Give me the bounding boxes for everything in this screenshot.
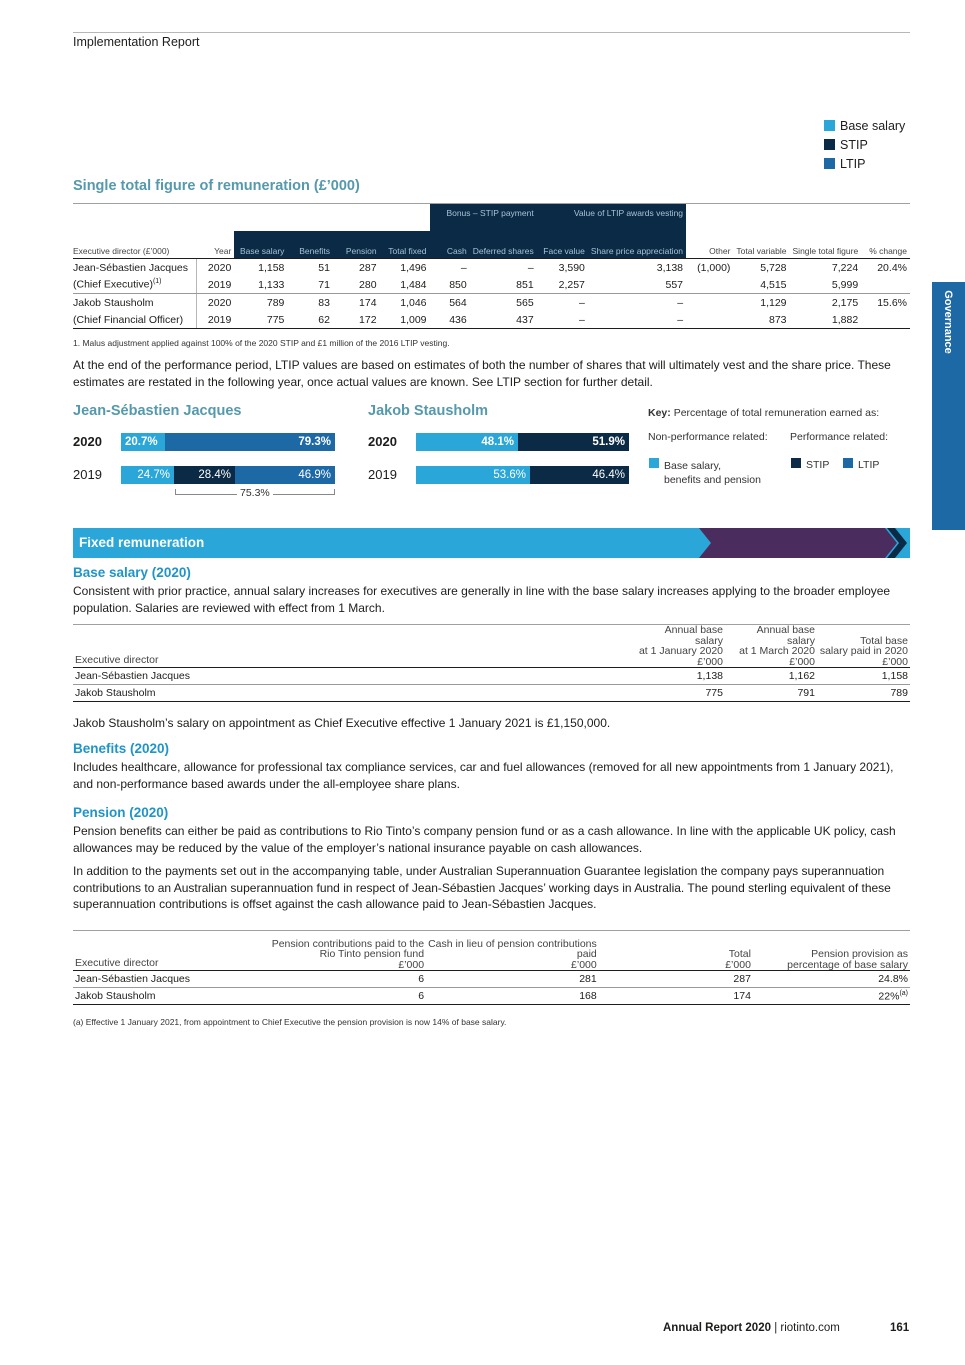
cell-name: Jakob Stausholm	[73, 296, 154, 309]
bar-segment-ltip: 46.9%	[235, 466, 335, 484]
bar-segment-base: 20.7%	[121, 433, 165, 451]
table-header-row	[73, 625, 910, 668]
footer-report: Annual Report 2020 | riotinto.com	[663, 1322, 840, 1334]
col-jan: Annual base salary at 1 January 2020 £’000	[638, 624, 723, 668]
group-header-bonus: Bonus – STIP payment	[430, 204, 537, 231]
pension-text-2: In addition to the payments set out in the accompanying table, under Australian Superannuation Guarantee legislation the company pays superannuation contributions to an Australian superannuation fund in respect of Jean-Sébastien Jacques’ working days in Australia. The pound sterling equivalent of these superannuation contributions is offset against the cash allowance paid to Jean-Sébastien Jacques.	[73, 864, 891, 911]
key-swatch-base	[649, 458, 659, 468]
cell-role: (Chief Executive)$^{(1)}$	[73, 276, 196, 294]
bar-segment-base: 53.6%	[416, 466, 530, 484]
table-row: Jakob Stausholm 775 791 789	[73, 685, 910, 702]
bar-stausholm-2019	[416, 466, 629, 484]
bar-year-label: 2019	[73, 467, 102, 482]
bar-year-label: 2019	[368, 467, 397, 482]
col-director: Executive director	[75, 956, 159, 969]
legend-swatch-stip	[824, 139, 835, 150]
ltip-paragraph: At the end of the performance period, LTIP values are based on estimates of both the number of shares that will ultimately vest and the share price. These estimates are restated in the following year, once actual values are known. See LTIP section for further detail.	[73, 358, 891, 389]
table-row: Jakob Stausholm 6 168 174 22%$^{(a)}$	[73, 988, 910, 1005]
table-row: (Chief Financial Officer) 2019 775 62 172 1,009 436 437 – – 873 1,882	[73, 311, 910, 329]
table-header-row	[73, 231, 910, 259]
base-salary-title: Base salary (2020)	[73, 565, 191, 580]
key-heading: Key: Percentage of total remuneration earned as:	[648, 407, 880, 419]
chart-title-jacques: Jean-Sébastien Jacques	[73, 403, 242, 419]
benefits-text: Includes healthcare, allowance for professional tax compliance services, car and fuel allowances (removed for all new appointments from 1 January 2021), and non-performance based awards under the all-employee share plans.	[73, 760, 894, 791]
legend-label-stip: STIP	[840, 137, 868, 152]
legend-swatch-ltip	[824, 158, 835, 169]
col-benefits: Benefits	[287, 231, 333, 259]
benefits-title: Benefits (2020)	[73, 741, 170, 756]
col-deferred: Deferred shares	[470, 231, 537, 259]
bar-year-label: 2020	[73, 434, 102, 449]
table-header-group-row	[73, 204, 910, 231]
pension-title: Pension (2020)	[73, 805, 169, 820]
base-salary-table	[73, 624, 910, 702]
bar-jacques-2020	[121, 433, 335, 451]
col-cash: Cash	[430, 231, 470, 259]
legend-swatch-base	[824, 120, 835, 131]
col-year: Year	[196, 231, 234, 259]
col-change: % change	[861, 231, 910, 259]
col-paid: Total base salary paid in 2020 £’000	[819, 634, 908, 668]
page-number: 161	[890, 1322, 910, 1334]
bar-segment-stip: 51.9%	[518, 433, 629, 451]
legend-label-base: Base salary	[840, 118, 906, 133]
pension-table	[73, 930, 910, 1005]
table-row: Jean-Sébastien Jacques 6 281 287 24.8%	[73, 971, 910, 988]
col-other: Other	[686, 231, 733, 259]
bar-segment-stip: 28.4%	[174, 466, 235, 484]
table-row: (Chief Executive)$^{(1)}$ 2019 1,133 71 280 1,484 850 851 2,257 557 4,515 5,999	[73, 276, 910, 294]
col-appreciation: Share price appreciation	[588, 231, 686, 259]
col-total: Total £’000	[725, 948, 751, 971]
col-mar: Annual base salary at 1 March 2020 £’000	[739, 624, 815, 668]
col-face: Face value	[537, 231, 588, 259]
bar-year-label: 2020	[368, 434, 397, 449]
banner-title: Fixed remuneration	[79, 535, 205, 550]
remuneration-footnote: 1. Malus adjustment applied against 100% of the 2020 STIP and £1 million of the 2016 LTIP vesting.	[73, 338, 450, 348]
col-director: Executive director	[75, 653, 159, 666]
col-fund: Pension contributions paid to the Rio Tinto pension fund £’000	[271, 937, 425, 971]
col-base: Base salary	[234, 231, 287, 259]
side-tab-label: Governance	[942, 290, 954, 354]
group-header-ltip: Value of LTIP awards vesting	[537, 204, 686, 231]
chart-legend	[824, 116, 905, 173]
col-single: Single total figure	[790, 231, 862, 259]
cell-name: Jean-Sébastien Jacques	[73, 261, 188, 274]
key-swatch-ltip	[843, 458, 853, 468]
legend-label-ltip: LTIP	[840, 156, 866, 171]
base-salary-text: Consistent with prior practice, annual salary increases for executives are generally in line with the base salary increases applying to the broader employee population. Salaries are reviewed with effect from 1 March.	[73, 584, 891, 615]
table-row: Jean-Sébastien Jacques 2020 1,158 51 287 1,496 – – 3,590 3,138 (1,000) 5,728 7,224 20.4%	[73, 259, 910, 277]
chart-title-stausholm: Jakob Stausholm	[368, 403, 489, 419]
key-swatch-stip	[791, 458, 801, 468]
cell-role: (Chief Financial Officer)	[73, 311, 196, 329]
page-header-title: Implementation Report	[73, 35, 200, 49]
key-performance: Performance related:	[790, 431, 889, 443]
bar-segment-stip: 46.4%	[530, 466, 629, 484]
header-rule	[73, 32, 910, 33]
legend-item-ltip	[824, 154, 905, 173]
key-non-performance: Non-performance related:	[648, 431, 768, 443]
col-pension: Pension	[333, 231, 380, 259]
remuneration-title: Single total figure of remuneration (£’000)	[73, 178, 360, 194]
table-row: Jean-Sébastien Jacques 1,138 1,162 1,158	[73, 668, 910, 685]
key-label-stip: STIP	[806, 459, 830, 471]
table-row: Jakob Stausholm 2020 789 83 174 1,046 564 565 – – 1,129 2,175 15.6%	[73, 294, 910, 312]
table-header-row	[73, 931, 910, 971]
legend-item-stip	[824, 135, 905, 154]
pension-text-1: Pension benefits can either be paid as contributions to Rio Tinto’s company pension fund or as a cash allowance. In line with the applicable UK policy, cash allowances may be reduced by the value of the employer’s national insurance payable on cash allowances.	[73, 824, 896, 855]
bracket-label: 75.3%	[237, 487, 273, 499]
bar-jacques-2019	[121, 466, 335, 484]
key-label-ltip: LTIP	[858, 459, 880, 471]
bar-segment-base: 24.7%	[121, 466, 174, 484]
bar-stausholm-2020	[416, 433, 629, 451]
col-cash: Cash in lieu of pension contributions paid £’000	[428, 937, 597, 971]
remuneration-table	[73, 203, 910, 329]
salary-note: Jakob Stausholm’s salary on appointment as Chief Executive effective 1 January 2021 is £1,150,000.	[73, 716, 611, 730]
col-pct: Pension provision as percentage of base salary	[787, 948, 908, 971]
bar-segment-base: 48.1%	[416, 433, 518, 451]
bar-segment-ltip: 79.3%	[165, 433, 335, 451]
pension-footnote: (a) Effective 1 January 2021, from appointment to Chief Executive the pension provision is now 14% of base salary.	[73, 1017, 507, 1027]
col-total-fixed: Total fixed	[380, 231, 430, 259]
key-label-base: Base salary, benefits and pension	[664, 460, 761, 486]
col-total-variable: Total variable	[733, 231, 789, 259]
legend-item-base	[824, 116, 905, 135]
col-director: Executive director (£’000)	[73, 231, 196, 259]
